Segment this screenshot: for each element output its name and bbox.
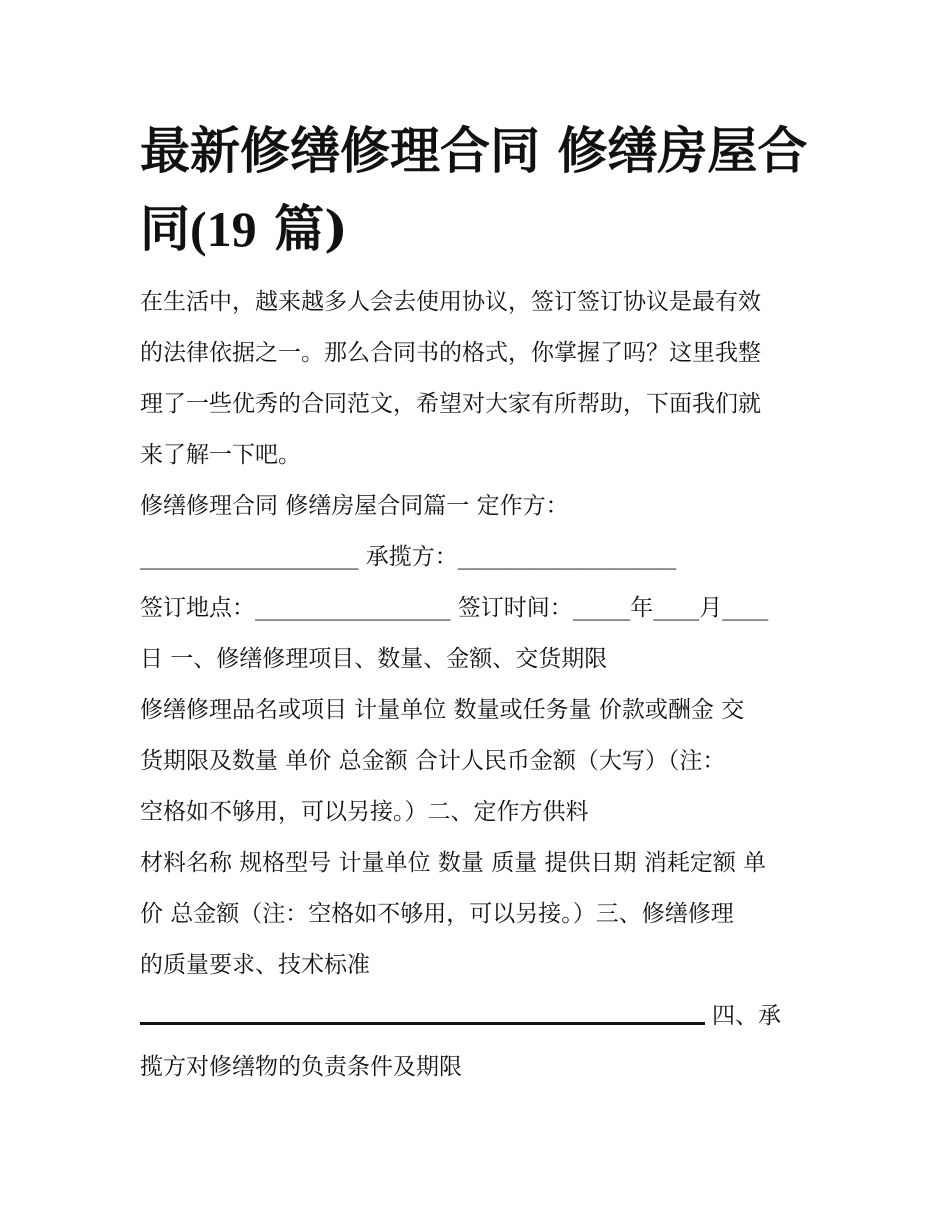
rule-trailing-text: 四、承 — [712, 1003, 781, 1029]
body-line: 空格如不够用，可以另接。）二、定作方供料 — [140, 799, 589, 825]
title-line-2-prefix: 同 — [140, 199, 190, 258]
body-line: 揽方对修缮物的负责条件及期限 — [140, 1054, 462, 1080]
body-line: 材料名称 规格型号 计量单位 数量 质量 提供日期 消耗定额 单 — [140, 850, 767, 876]
title-line-2-suffix: 篇) — [256, 199, 348, 258]
party-blanks-line: ___________________ 承揽方：___________________ — [140, 544, 677, 570]
body-line: 的质量要求、技术标准 — [140, 952, 370, 978]
sign-place-time-line: 签订地点：_________________ 签订时间：_____年____月____ — [140, 595, 769, 621]
quality-standard-rule-row — [140, 991, 830, 1042]
body-line: 在生活中，越来越多人会去使用协议，签订签订协议是最有效 — [140, 289, 761, 315]
body-line: 修缮修理品名或项目 计量单位 数量或任务量 价款或酬金 交 — [140, 697, 745, 723]
title-line-2-number: (19 — [190, 201, 257, 257]
document-body — [140, 277, 830, 1093]
body-line: 来了解一下吧。 — [140, 442, 301, 468]
section-heading-line: 修缮修理合同 修缮房屋合同篇一 定作方： — [140, 493, 569, 519]
body-line: 的法律依据之一。那么合同书的格式，你掌握了吗？这里我整 — [140, 340, 761, 366]
body-line: 价 总金额（注：空格如不够用，可以另接。）三、修缮修理 — [140, 901, 734, 927]
title-line-2 — [140, 190, 820, 268]
body-line: 日 一、修缮修理项目、数量、金额、交货期限 — [140, 646, 608, 672]
title-line-1: 最新修缮修理合同 修缮房屋合 — [140, 121, 808, 180]
body-line: 理了一些优秀的合同范文，希望对大家有所帮助，下面我们就 — [140, 391, 761, 417]
body-line: 货期限及数量 单价 总金额 合计人民币金额（大写）（注： — [140, 748, 726, 774]
fill-in-rule — [140, 1022, 705, 1025]
document-title — [140, 112, 820, 268]
